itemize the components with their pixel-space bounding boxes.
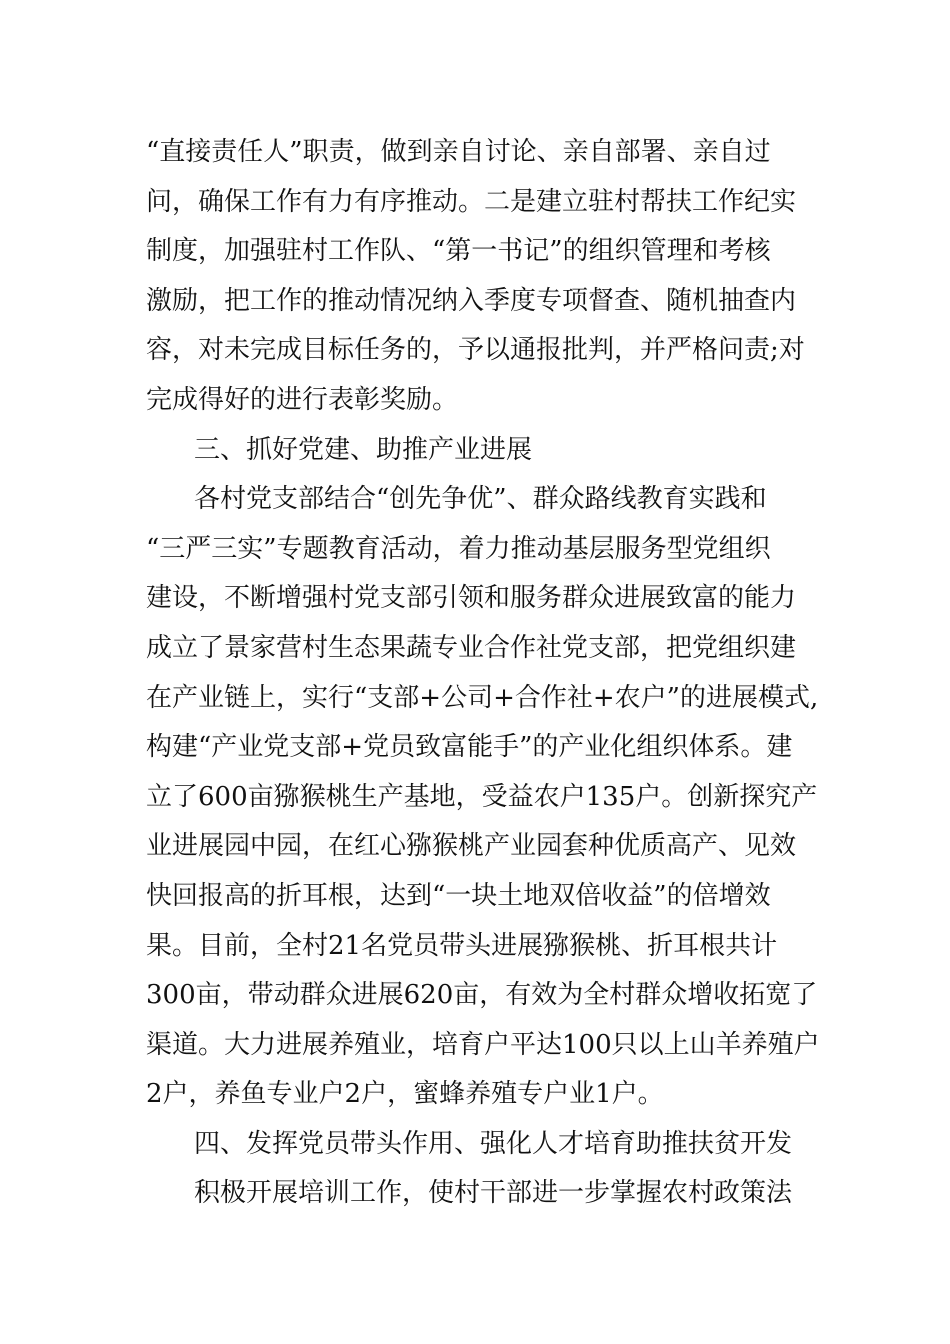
text-line: 制度，加强驻村工作队、“第一书记”的组织管理和考核 (146, 236, 771, 267)
section-heading-3: 三、抓好党建、助推产业进展 (194, 434, 533, 465)
text-line: 建设，不断增强村党支部引领和服务群众进展致富的能力 (146, 583, 797, 614)
text-line: 问，确保工作有力有序推动。二是建立驻村帮扶工作纪实 (146, 186, 797, 217)
text-line: 容，对未完成目标任务的，予以通报批判，并严格问责;对 (146, 335, 805, 366)
text-line: 成立了景家营村生态果蔬专业合作社党支部，把党组织建 (146, 632, 797, 663)
text-line: 快回报高的折耳根，达到“一块土地双倍收益”的倍增效 (146, 880, 771, 911)
document-body (146, 128, 822, 1219)
text-line: “直接责任人”职责，做到亲自讨论、亲自部署、亲自过 (146, 137, 771, 167)
text-line: 果。目前，全村21名党员带头进展猕猴桃、折耳根共计 (146, 930, 778, 961)
text-line: 立了600亩猕猴桃生产基地，受益农户135户。创新探究产 (146, 781, 818, 812)
paragraph-start: 积极开展培训工作，使村干部进一步掌握农村政策法 (194, 1178, 793, 1209)
text-line: 在产业链上，实行“支部+公司+合作社+农户”的进展模式, (146, 682, 819, 713)
text-line: 完成得好的进行表彰奖励。 (146, 384, 459, 415)
text-line: 激励，把工作的推动情况纳入季度专项督查、随机抽查内 (146, 285, 797, 316)
section-heading-4: 四、发挥党员带头作用、强化人才培育助推扶贫开发 (194, 1128, 793, 1159)
text-line: 2户，养鱼专业户2户，蜜蜂养殖专户业1户。 (146, 1079, 664, 1110)
paragraph-start: 各村党支部结合“创先争优”、群众路线教育实践和 (194, 484, 767, 515)
text-line: 渠道。大力进展养殖业，培育户平达100只以上山羊养殖户 (146, 1029, 820, 1060)
text-line: 业进展园中园，在红心猕猴桃产业园套种优质高产、见效 (146, 831, 797, 862)
text-line: 300亩，带动群众进展620亩，有效为全村群众增收拓宽了 (146, 980, 818, 1011)
text-line: “三严三实”专题教育活动，着力推动基层服务型党组织 (146, 533, 771, 564)
text-line: 构建“产业党支部+党员致富能手”的产业化组织体系。建 (146, 732, 793, 763)
